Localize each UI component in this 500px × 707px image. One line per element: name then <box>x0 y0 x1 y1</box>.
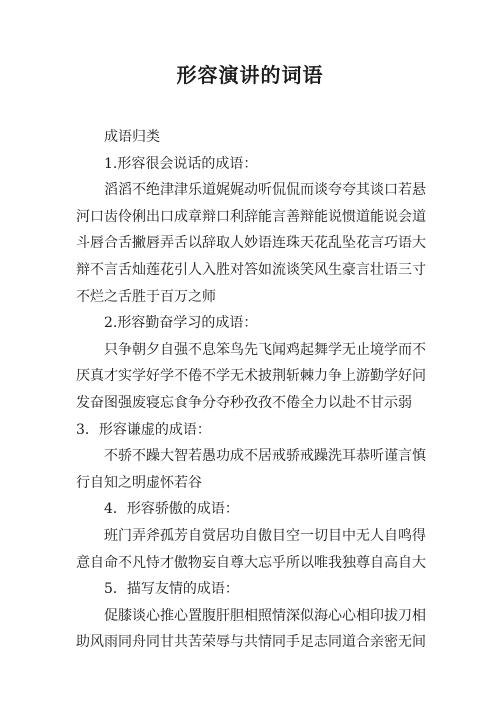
category-heading: 5．描写友情的成语： <box>104 581 239 598</box>
paragraph-line: 只争朝夕自强不息笨鸟先飞闻鸡起舞学无止境学而不 <box>104 341 426 358</box>
paragraph-line: 行自知之明虚怀若谷 <box>76 474 202 491</box>
category-heading: 1.形容很会说话的成语： <box>104 155 258 172</box>
category-heading: 4．形容骄傲的成语： <box>104 501 239 518</box>
paragraph-line: 河口齿伶俐出口成章辩口利辞能言善辩能说惯道能说会道 <box>76 208 426 225</box>
section-heading: 成语归类 <box>104 129 160 145</box>
category-heading: 2.形容勤奋学习的成语： <box>104 315 258 332</box>
paragraph-line: 不骄不躁大智若愚功成不居戒骄戒躁洗耳恭听谨言慎 <box>104 448 426 465</box>
page-title: 形容演讲的词语 <box>176 63 324 87</box>
paragraph-line: 滔滔不绝津津乐道娓娓动听侃侃而谈夸夸其谈口若悬 <box>104 182 426 199</box>
paragraph-line: 辩不言舌灿莲花引人入胜对答如流谈笑风生豪言壮语三寸 <box>76 261 426 278</box>
paragraph-line: 斗唇合舌撇唇弄舌以辞取人妙语连珠天花乱坠花言巧语大 <box>76 235 426 252</box>
category-heading: 3．形容谦虚的成语： <box>76 421 211 438</box>
paragraph-line: 促膝谈心推心置腹肝胆相照情深似海心心相印拔刀相 <box>104 607 426 624</box>
paragraph-line: 发奋图强废寝忘食争分夺秒孜孜不倦全力以赴不甘示弱 <box>76 394 412 411</box>
paragraph-line: 不烂之舌胜于百万之师 <box>76 288 216 305</box>
document-body <box>76 124 426 656</box>
paragraph-line: 助风雨同舟同甘共苦荣辱与共情同手足志同道合亲密无间 <box>76 634 426 651</box>
paragraph-line: 班门弄斧孤芳自赏居功自傲目空一切目中无人自鸣得 <box>104 527 426 544</box>
paragraph-line: 厌真才实学好学不倦不学无术披荆斩棘力争上游勤学好问 <box>76 368 426 385</box>
paragraph-line: 意自命不凡恃才傲物妄自尊大忘乎所以唯我独尊自高自大 <box>76 554 426 571</box>
